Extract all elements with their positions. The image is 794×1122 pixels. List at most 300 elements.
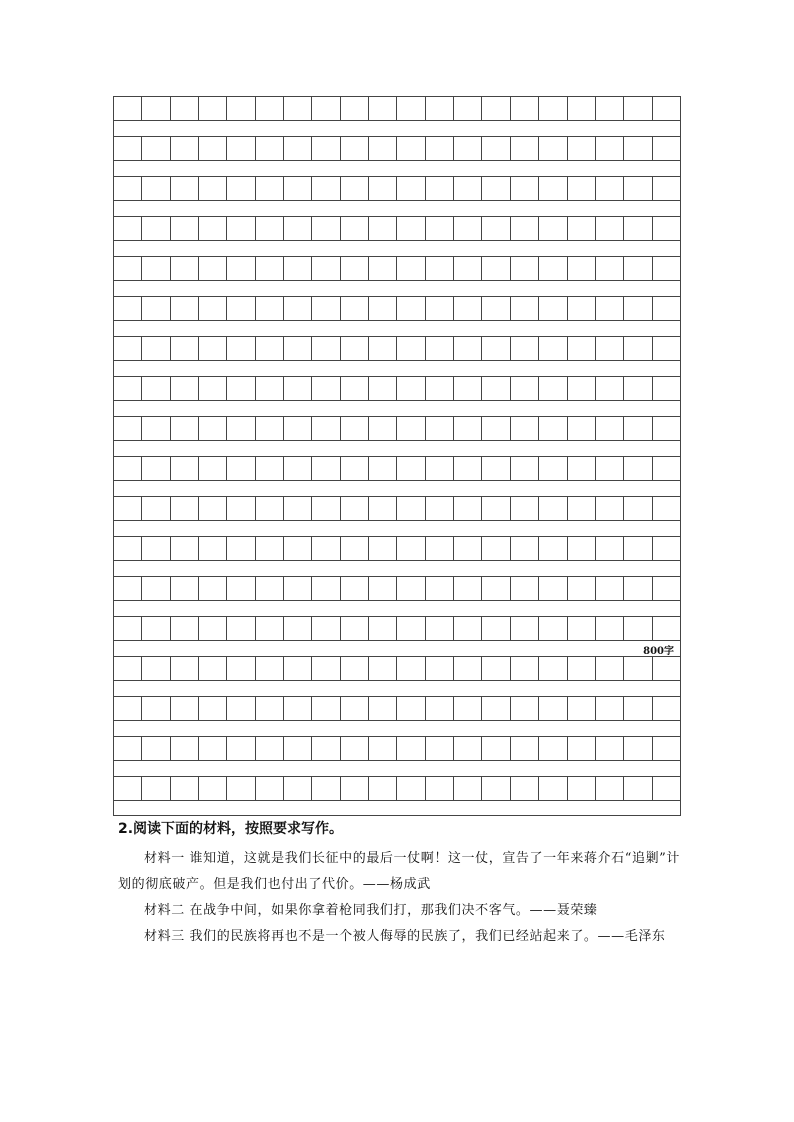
grid-cell[interactable] xyxy=(368,297,396,320)
grid-cell[interactable] xyxy=(255,497,283,520)
grid-cell[interactable] xyxy=(255,97,283,120)
grid-cell[interactable] xyxy=(340,417,368,440)
grid-cell[interactable] xyxy=(425,97,453,120)
grid-cell[interactable] xyxy=(510,577,538,600)
grid-cell[interactable] xyxy=(425,137,453,160)
grid-cell[interactable] xyxy=(170,217,198,240)
grid-cell[interactable] xyxy=(368,217,396,240)
grid-cell[interactable] xyxy=(113,257,141,280)
grid-cell[interactable] xyxy=(340,337,368,360)
grid-cell[interactable] xyxy=(538,337,566,360)
grid-cell[interactable] xyxy=(396,137,424,160)
grid-cell[interactable] xyxy=(226,657,254,680)
grid-cell[interactable] xyxy=(425,337,453,360)
grid-cell[interactable] xyxy=(141,257,169,280)
grid-cell[interactable] xyxy=(340,737,368,760)
grid-cell[interactable] xyxy=(226,217,254,240)
grid-cell[interactable] xyxy=(510,217,538,240)
grid-cell[interactable] xyxy=(453,377,481,400)
grid-cell[interactable] xyxy=(283,137,311,160)
grid-cell[interactable] xyxy=(567,257,595,280)
grid-cell[interactable] xyxy=(368,657,396,680)
grid-cell[interactable] xyxy=(396,337,424,360)
grid-cell[interactable] xyxy=(283,617,311,640)
grid-cell[interactable] xyxy=(170,537,198,560)
grid-cell[interactable] xyxy=(425,417,453,440)
grid-cell[interactable] xyxy=(198,97,226,120)
grid-cell[interactable] xyxy=(170,417,198,440)
grid-cell[interactable] xyxy=(567,737,595,760)
grid-cell[interactable] xyxy=(283,417,311,440)
grid-cell[interactable] xyxy=(311,457,339,480)
grid-cell[interactable] xyxy=(311,137,339,160)
grid-cell[interactable] xyxy=(623,97,651,120)
grid-cell[interactable] xyxy=(198,297,226,320)
grid-cell[interactable] xyxy=(481,577,509,600)
grid-cell[interactable] xyxy=(113,497,141,520)
grid-cell[interactable] xyxy=(113,97,141,120)
grid-cell[interactable] xyxy=(538,737,566,760)
grid-cell[interactable] xyxy=(623,417,651,440)
grid-cell[interactable] xyxy=(368,497,396,520)
grid-cell[interactable] xyxy=(481,177,509,200)
grid-cell[interactable] xyxy=(510,137,538,160)
grid-cell[interactable] xyxy=(623,377,651,400)
grid-cell[interactable] xyxy=(623,657,651,680)
grid-cell[interactable] xyxy=(425,457,453,480)
grid-cell[interactable] xyxy=(567,377,595,400)
grid-cell[interactable] xyxy=(453,137,481,160)
grid-cell[interactable] xyxy=(368,777,396,800)
grid-cell[interactable] xyxy=(226,297,254,320)
grid-cell[interactable] xyxy=(538,577,566,600)
grid-cell[interactable] xyxy=(283,457,311,480)
grid-cell[interactable] xyxy=(198,497,226,520)
grid-cell[interactable] xyxy=(425,377,453,400)
grid-cell[interactable] xyxy=(113,137,141,160)
grid-cell[interactable] xyxy=(311,577,339,600)
grid-cell[interactable] xyxy=(141,577,169,600)
grid-cell[interactable] xyxy=(226,97,254,120)
grid-cell[interactable] xyxy=(510,497,538,520)
grid-cell[interactable] xyxy=(481,777,509,800)
grid-cell[interactable] xyxy=(141,137,169,160)
grid-cell[interactable] xyxy=(283,377,311,400)
grid-cell[interactable] xyxy=(170,497,198,520)
grid-cell[interactable] xyxy=(481,697,509,720)
grid-cell[interactable] xyxy=(595,657,623,680)
grid-cell[interactable] xyxy=(340,497,368,520)
grid-cell[interactable] xyxy=(311,177,339,200)
grid-cell[interactable] xyxy=(652,697,681,720)
grid-cell[interactable] xyxy=(425,737,453,760)
grid-cell[interactable] xyxy=(283,177,311,200)
grid-cell[interactable] xyxy=(141,377,169,400)
grid-cell[interactable] xyxy=(283,337,311,360)
grid-cell[interactable] xyxy=(538,377,566,400)
grid-cell[interactable] xyxy=(595,257,623,280)
grid-cell[interactable] xyxy=(481,297,509,320)
grid-cell[interactable] xyxy=(368,377,396,400)
grid-cell[interactable] xyxy=(623,737,651,760)
grid-cell[interactable] xyxy=(567,777,595,800)
grid-cell[interactable] xyxy=(396,177,424,200)
grid-cell[interactable] xyxy=(283,697,311,720)
grid-cell[interactable] xyxy=(453,737,481,760)
grid-cell[interactable] xyxy=(226,777,254,800)
grid-cell[interactable] xyxy=(453,177,481,200)
grid-cell[interactable] xyxy=(453,457,481,480)
grid-cell[interactable] xyxy=(538,617,566,640)
grid-cell[interactable] xyxy=(141,177,169,200)
grid-cell[interactable] xyxy=(623,777,651,800)
grid-cell[interactable] xyxy=(652,617,681,640)
grid-cell[interactable] xyxy=(595,777,623,800)
grid-cell[interactable] xyxy=(311,97,339,120)
grid-cell[interactable] xyxy=(170,457,198,480)
grid-cell[interactable] xyxy=(595,617,623,640)
grid-cell[interactable] xyxy=(623,617,651,640)
grid-cell[interactable] xyxy=(396,97,424,120)
grid-cell[interactable] xyxy=(255,217,283,240)
grid-cell[interactable] xyxy=(538,537,566,560)
grid-cell[interactable] xyxy=(198,657,226,680)
grid-cell[interactable] xyxy=(396,697,424,720)
grid-cell[interactable] xyxy=(510,297,538,320)
grid-cell[interactable] xyxy=(538,457,566,480)
grid-cell[interactable] xyxy=(623,697,651,720)
grid-cell[interactable] xyxy=(283,257,311,280)
grid-cell[interactable] xyxy=(368,697,396,720)
grid-cell[interactable] xyxy=(481,657,509,680)
grid-cell[interactable] xyxy=(595,217,623,240)
grid-cell[interactable] xyxy=(340,697,368,720)
grid-cell[interactable] xyxy=(396,377,424,400)
grid-cell[interactable] xyxy=(510,457,538,480)
grid-cell[interactable] xyxy=(198,337,226,360)
grid-cell[interactable] xyxy=(340,777,368,800)
grid-cell[interactable] xyxy=(595,497,623,520)
grid-cell[interactable] xyxy=(453,97,481,120)
grid-cell[interactable] xyxy=(368,137,396,160)
grid-cell[interactable] xyxy=(453,257,481,280)
grid-cell[interactable] xyxy=(652,337,681,360)
grid-cell[interactable] xyxy=(538,97,566,120)
grid-cell[interactable] xyxy=(255,257,283,280)
grid-cell[interactable] xyxy=(538,137,566,160)
grid-cell[interactable] xyxy=(311,337,339,360)
grid-cell[interactable] xyxy=(141,697,169,720)
grid-cell[interactable] xyxy=(368,97,396,120)
grid-cell[interactable] xyxy=(283,217,311,240)
grid-cell[interactable] xyxy=(481,377,509,400)
grid-cell[interactable] xyxy=(226,577,254,600)
grid-cell[interactable] xyxy=(510,417,538,440)
grid-cell[interactable] xyxy=(255,737,283,760)
grid-cell[interactable] xyxy=(198,257,226,280)
grid-cell[interactable] xyxy=(113,377,141,400)
grid-cell[interactable] xyxy=(595,577,623,600)
grid-cell[interactable] xyxy=(283,537,311,560)
grid-cell[interactable] xyxy=(623,577,651,600)
grid-cell[interactable] xyxy=(368,737,396,760)
grid-cell[interactable] xyxy=(141,337,169,360)
grid-cell[interactable] xyxy=(113,417,141,440)
grid-cell[interactable] xyxy=(453,617,481,640)
grid-cell[interactable] xyxy=(595,177,623,200)
grid-cell[interactable] xyxy=(170,577,198,600)
grid-cell[interactable] xyxy=(652,257,681,280)
grid-cell[interactable] xyxy=(567,457,595,480)
grid-cell[interactable] xyxy=(623,337,651,360)
grid-cell[interactable] xyxy=(311,417,339,440)
grid-cell[interactable] xyxy=(283,97,311,120)
grid-cell[interactable] xyxy=(340,577,368,600)
grid-cell[interactable] xyxy=(453,537,481,560)
grid-cell[interactable] xyxy=(595,337,623,360)
grid-cell[interactable] xyxy=(113,337,141,360)
grid-cell[interactable] xyxy=(368,177,396,200)
grid-cell[interactable] xyxy=(538,777,566,800)
grid-cell[interactable] xyxy=(226,257,254,280)
grid-cell[interactable] xyxy=(396,417,424,440)
grid-cell[interactable] xyxy=(141,97,169,120)
grid-cell[interactable] xyxy=(538,257,566,280)
grid-cell[interactable] xyxy=(567,137,595,160)
grid-cell[interactable] xyxy=(113,457,141,480)
grid-cell[interactable] xyxy=(652,137,681,160)
grid-cell[interactable] xyxy=(652,577,681,600)
grid-cell[interactable] xyxy=(340,257,368,280)
grid-cell[interactable] xyxy=(396,777,424,800)
grid-cell[interactable] xyxy=(595,97,623,120)
grid-cell[interactable] xyxy=(311,217,339,240)
grid-cell[interactable] xyxy=(340,457,368,480)
grid-cell[interactable] xyxy=(510,657,538,680)
grid-cell[interactable] xyxy=(141,297,169,320)
grid-cell[interactable] xyxy=(170,377,198,400)
grid-cell[interactable] xyxy=(595,297,623,320)
grid-cell[interactable] xyxy=(396,217,424,240)
grid-cell[interactable] xyxy=(425,577,453,600)
grid-cell[interactable] xyxy=(226,617,254,640)
grid-cell[interactable] xyxy=(141,457,169,480)
grid-cell[interactable] xyxy=(170,257,198,280)
grid-cell[interactable] xyxy=(425,617,453,640)
grid-cell[interactable] xyxy=(481,337,509,360)
grid-cell[interactable] xyxy=(652,217,681,240)
grid-cell[interactable] xyxy=(226,337,254,360)
grid-cell[interactable] xyxy=(425,297,453,320)
grid-cell[interactable] xyxy=(226,737,254,760)
grid-cell[interactable] xyxy=(481,497,509,520)
grid-cell[interactable] xyxy=(510,537,538,560)
grid-cell[interactable] xyxy=(311,617,339,640)
grid-cell[interactable] xyxy=(567,177,595,200)
grid-cell[interactable] xyxy=(255,297,283,320)
grid-cell[interactable] xyxy=(425,257,453,280)
grid-cell[interactable] xyxy=(255,617,283,640)
grid-cell[interactable] xyxy=(595,697,623,720)
grid-cell[interactable] xyxy=(623,177,651,200)
grid-cell[interactable] xyxy=(453,497,481,520)
grid-cell[interactable] xyxy=(510,617,538,640)
grid-cell[interactable] xyxy=(198,217,226,240)
grid-cell[interactable] xyxy=(255,777,283,800)
grid-cell[interactable] xyxy=(510,177,538,200)
grid-cell[interactable] xyxy=(595,537,623,560)
grid-cell[interactable] xyxy=(283,577,311,600)
grid-cell[interactable] xyxy=(311,377,339,400)
grid-cell[interactable] xyxy=(481,537,509,560)
grid-cell[interactable] xyxy=(595,417,623,440)
grid-cell[interactable] xyxy=(453,217,481,240)
grid-cell[interactable] xyxy=(113,217,141,240)
grid-cell[interactable] xyxy=(652,537,681,560)
grid-cell[interactable] xyxy=(623,217,651,240)
grid-cell[interactable] xyxy=(567,97,595,120)
grid-cell[interactable] xyxy=(510,777,538,800)
grid-cell[interactable] xyxy=(113,777,141,800)
grid-cell[interactable] xyxy=(311,537,339,560)
grid-cell[interactable] xyxy=(396,737,424,760)
grid-cell[interactable] xyxy=(510,697,538,720)
grid-cell[interactable] xyxy=(113,617,141,640)
grid-cell[interactable] xyxy=(311,257,339,280)
grid-cell[interactable] xyxy=(623,497,651,520)
grid-cell[interactable] xyxy=(141,777,169,800)
grid-cell[interactable] xyxy=(170,697,198,720)
grid-cell[interactable] xyxy=(340,177,368,200)
grid-cell[interactable] xyxy=(255,377,283,400)
grid-cell[interactable] xyxy=(170,657,198,680)
grid-cell[interactable] xyxy=(283,297,311,320)
grid-cell[interactable] xyxy=(510,97,538,120)
grid-cell[interactable] xyxy=(396,497,424,520)
grid-cell[interactable] xyxy=(481,417,509,440)
grid-cell[interactable] xyxy=(340,537,368,560)
grid-cell[interactable] xyxy=(283,657,311,680)
grid-cell[interactable] xyxy=(453,657,481,680)
grid-cell[interactable] xyxy=(567,417,595,440)
grid-cell[interactable] xyxy=(170,737,198,760)
grid-cell[interactable] xyxy=(595,737,623,760)
grid-cell[interactable] xyxy=(368,537,396,560)
grid-cell[interactable] xyxy=(425,657,453,680)
grid-cell[interactable] xyxy=(396,297,424,320)
grid-cell[interactable] xyxy=(652,497,681,520)
grid-cell[interactable] xyxy=(141,217,169,240)
grid-cell[interactable] xyxy=(141,617,169,640)
grid-cell[interactable] xyxy=(652,457,681,480)
grid-cell[interactable] xyxy=(510,337,538,360)
grid-cell[interactable] xyxy=(255,457,283,480)
grid-cell[interactable] xyxy=(396,537,424,560)
grid-cell[interactable] xyxy=(170,137,198,160)
grid-cell[interactable] xyxy=(567,657,595,680)
grid-cell[interactable] xyxy=(113,177,141,200)
grid-cell[interactable] xyxy=(623,297,651,320)
grid-cell[interactable] xyxy=(141,537,169,560)
grid-cell[interactable] xyxy=(198,737,226,760)
grid-cell[interactable] xyxy=(170,177,198,200)
grid-cell[interactable] xyxy=(453,777,481,800)
grid-cell[interactable] xyxy=(510,257,538,280)
grid-cell[interactable] xyxy=(113,577,141,600)
grid-cell[interactable] xyxy=(538,217,566,240)
grid-cell[interactable] xyxy=(198,537,226,560)
grid-cell[interactable] xyxy=(141,497,169,520)
grid-cell[interactable] xyxy=(311,297,339,320)
grid-cell[interactable] xyxy=(623,257,651,280)
grid-cell[interactable] xyxy=(198,457,226,480)
grid-cell[interactable] xyxy=(481,617,509,640)
grid-cell[interactable] xyxy=(170,97,198,120)
grid-cell[interactable] xyxy=(226,177,254,200)
grid-cell[interactable] xyxy=(453,417,481,440)
grid-cell[interactable] xyxy=(113,737,141,760)
grid-cell[interactable] xyxy=(425,177,453,200)
grid-cell[interactable] xyxy=(453,297,481,320)
grid-cell[interactable] xyxy=(396,657,424,680)
grid-cell[interactable] xyxy=(340,617,368,640)
grid-cell[interactable] xyxy=(340,217,368,240)
grid-cell[interactable] xyxy=(113,697,141,720)
grid-cell[interactable] xyxy=(481,737,509,760)
grid-cell[interactable] xyxy=(538,657,566,680)
grid-cell[interactable] xyxy=(425,777,453,800)
grid-cell[interactable] xyxy=(340,657,368,680)
grid-cell[interactable] xyxy=(255,697,283,720)
grid-cell[interactable] xyxy=(595,137,623,160)
grid-cell[interactable] xyxy=(198,377,226,400)
grid-cell[interactable] xyxy=(652,97,681,120)
grid-cell[interactable] xyxy=(396,617,424,640)
grid-cell[interactable] xyxy=(538,697,566,720)
grid-cell[interactable] xyxy=(113,297,141,320)
grid-cell[interactable] xyxy=(567,577,595,600)
grid-cell[interactable] xyxy=(481,217,509,240)
grid-cell[interactable] xyxy=(141,737,169,760)
grid-cell[interactable] xyxy=(425,537,453,560)
grid-cell[interactable] xyxy=(113,657,141,680)
grid-cell[interactable] xyxy=(255,537,283,560)
grid-cell[interactable] xyxy=(368,257,396,280)
grid-cell[interactable] xyxy=(340,137,368,160)
grid-cell[interactable] xyxy=(368,577,396,600)
grid-cell[interactable] xyxy=(425,217,453,240)
grid-cell[interactable] xyxy=(340,377,368,400)
grid-cell[interactable] xyxy=(567,697,595,720)
grid-cell[interactable] xyxy=(652,177,681,200)
grid-cell[interactable] xyxy=(311,737,339,760)
grid-cell[interactable] xyxy=(255,137,283,160)
grid-cell[interactable] xyxy=(255,577,283,600)
grid-cell[interactable] xyxy=(652,777,681,800)
grid-cell[interactable] xyxy=(396,577,424,600)
grid-cell[interactable] xyxy=(425,697,453,720)
grid-cell[interactable] xyxy=(510,737,538,760)
grid-cell[interactable] xyxy=(340,297,368,320)
grid-cell[interactable] xyxy=(595,377,623,400)
grid-cell[interactable] xyxy=(226,137,254,160)
grid-cell[interactable] xyxy=(198,777,226,800)
grid-cell[interactable] xyxy=(567,337,595,360)
grid-cell[interactable] xyxy=(368,417,396,440)
grid-cell[interactable] xyxy=(283,777,311,800)
grid-cell[interactable] xyxy=(453,337,481,360)
grid-cell[interactable] xyxy=(623,137,651,160)
